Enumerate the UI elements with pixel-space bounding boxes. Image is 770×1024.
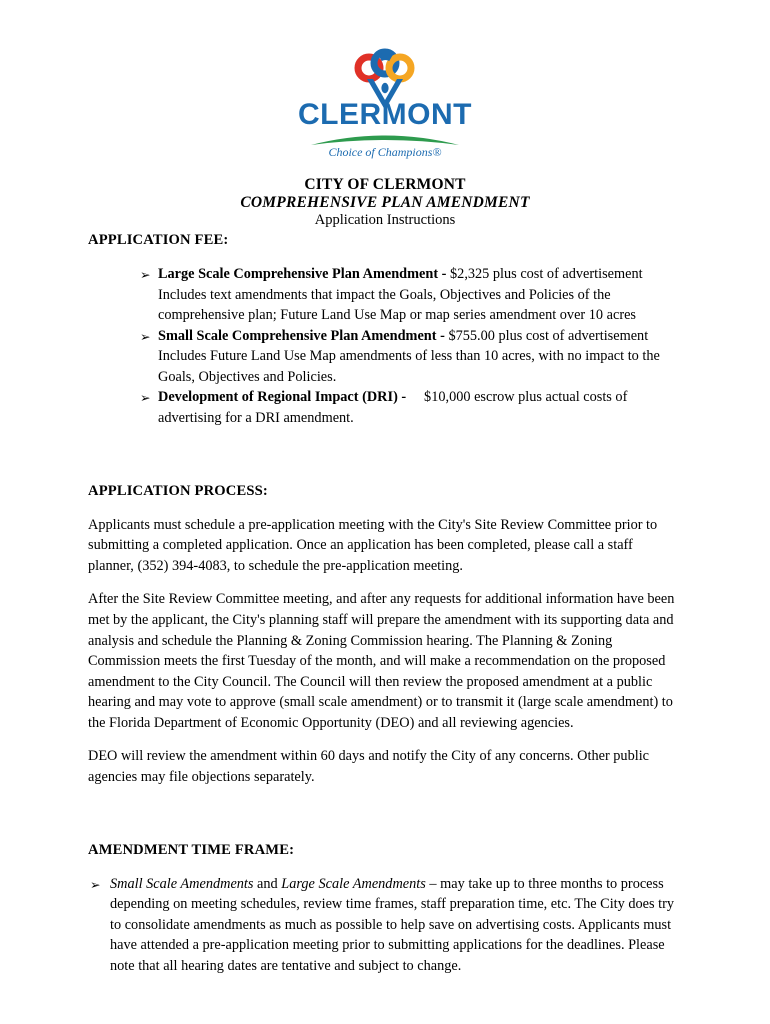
logo-tagline: Choice of Champions® xyxy=(328,145,442,159)
arrow-bullet-icon: ➢ xyxy=(140,267,151,282)
title-line-1: CITY OF CLERMONT xyxy=(304,176,466,193)
document-body xyxy=(88,230,682,976)
logo-wordmark: CLERMONT xyxy=(298,98,472,131)
timeframe-conjunction: and xyxy=(253,875,282,892)
timeframe-term-2: Large Scale Amendments xyxy=(281,875,426,892)
ring-orange-icon xyxy=(389,57,411,79)
fee-item-amount: $755.00 plus cost of advertisement xyxy=(448,327,649,344)
fee-list xyxy=(88,264,682,429)
fee-item-detail: Includes Future Land Use Map amendments of less than 10 acres, with no impact to the Goals, Objectives and Policies. xyxy=(158,348,660,385)
fee-item-detail: advertising for a DRI amendment. xyxy=(158,410,354,427)
fee-item-label: Small Scale Comprehensive Plan Amendment - xyxy=(158,327,449,344)
timeframe-body: – may take up to three months to process depending on meeting schedules, review time frames, staff preparation time, etc. The City does try to consolidate amendments as much as possible to help save on advertising costs. Applicants must have attended a pre-application meeting prior to submitting applications for the deadlines. Please note that all hearing dates are tentative and subject to change. xyxy=(110,875,675,974)
arc-green xyxy=(311,136,459,146)
clermont-logo-graphic xyxy=(297,46,473,162)
heading-application-fee: APPLICATION FEE: xyxy=(88,232,229,248)
timeframe-list xyxy=(88,874,682,977)
arrow-bullet-icon: ➢ xyxy=(140,390,151,406)
title-line-3: Application Instructions xyxy=(314,212,456,229)
heading-application-process: APPLICATION PROCESS: xyxy=(88,482,268,499)
city-logo xyxy=(0,46,770,162)
fee-item-detail: Includes text amendments that impact the Goals, Objectives and Policies of the comprehensive plan; Future Land Use Map or map series amendment over 10 acres xyxy=(158,286,636,324)
fee-item-label: Large Scale Comprehensive Plan Amendment - xyxy=(158,266,451,282)
fee-item-amount: $2,325 plus cost of advertisement xyxy=(450,266,643,282)
process-paragraph-1: Applicants must schedule a pre-application meeting with the City's Site Review Committee prior to submitting a completed application. Once an application has been completed, please call a staff planner, (352) 394-4083, to schedule the pre-application meeting. xyxy=(88,516,658,574)
list-item xyxy=(88,874,682,977)
arrow-bullet-icon: ➢ xyxy=(140,328,151,344)
arrow-bullet-icon: ➢ xyxy=(90,876,101,892)
fee-item-amount: $10,000 escrow plus actual costs of xyxy=(409,389,628,406)
list-item xyxy=(88,264,682,326)
fee-item-label: Development of Regional Impact (DRI) - xyxy=(158,389,410,406)
list-item xyxy=(88,387,682,428)
list-item xyxy=(88,326,682,388)
title-line-2: COMPREHENSIVE PLAN AMENDMENT xyxy=(240,194,530,212)
timeframe-term-1: Small Scale Amendments xyxy=(110,875,254,892)
heading-amendment-time-frame: AMENDMENT TIME FRAME: xyxy=(88,841,295,858)
process-paragraph-3: DEO will review the amendment within 60 days and notify the City of any concerns. Other public agencies may file objections separately. xyxy=(88,748,650,785)
process-paragraph-2: After the Site Review Committee meeting, and after any requests for additional information have been met by the applicant, the City's planning staff will prepare the amendment with its supporting data and analysis and schedule the Planning & Zoning Commission hearing. The Planning & Zoning Commission meets the first Tuesday of the month, and will make a recommendation on the proposed amendment to the City Council. The Council will then review the proposed amendment at a public hearing and may vote to approve (small scale amendment) or to transmit it (large scale amendment) to the Florida Department of Economic Opportunity (DEO) and all reviewing agencies. xyxy=(88,591,675,731)
document-title xyxy=(0,176,770,229)
